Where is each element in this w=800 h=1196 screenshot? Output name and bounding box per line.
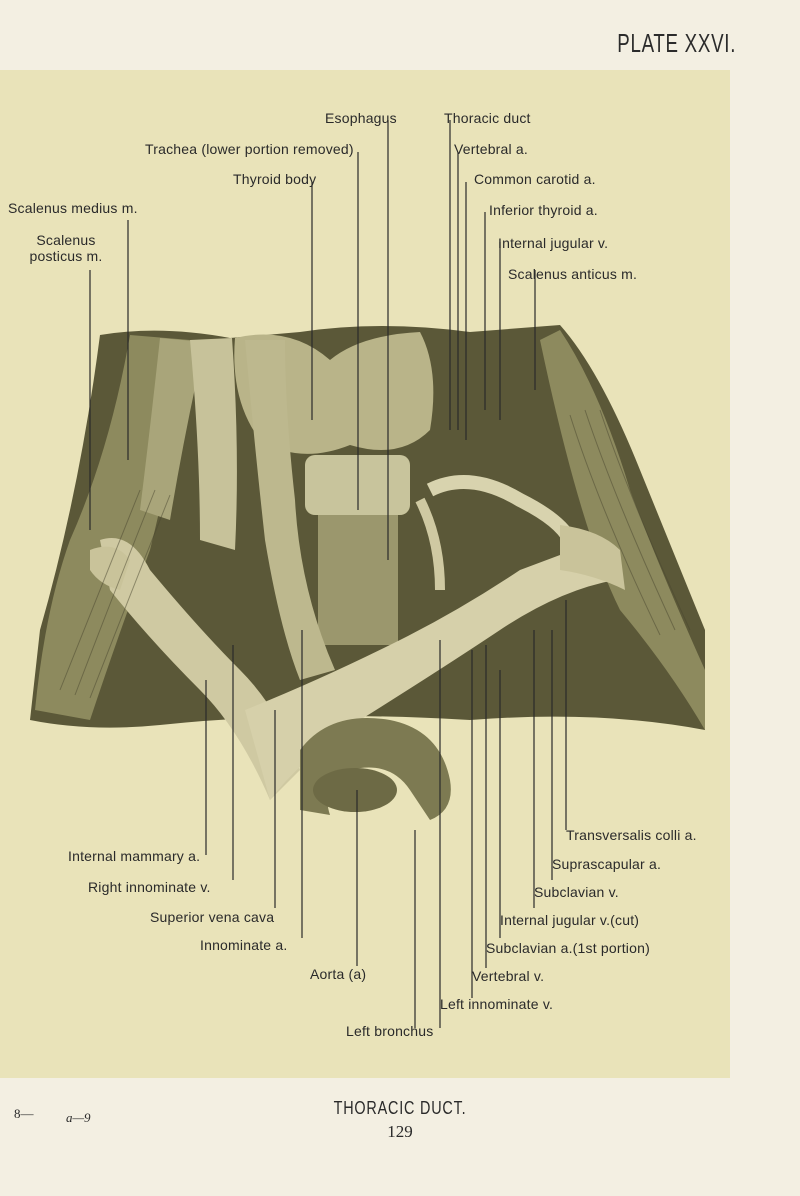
label-innominate-a: Innominate a. (200, 937, 288, 953)
label-subclavian-v: Subclavian v. (534, 884, 619, 900)
signature-mark: a—9 (66, 1110, 91, 1125)
label-superior-vena-cava: Superior vena cava (150, 909, 275, 925)
label-scalenus-anticus: Scalenus anticus m. (508, 266, 638, 282)
label-left-bronchus: Left bronchus (346, 1023, 434, 1039)
label-thyroid-body: Thyroid body (233, 171, 317, 187)
label-esophagus: Esophagus (325, 110, 397, 126)
label-internal-jugular: Internal jugular v. (498, 235, 609, 251)
label-left-innominate: Left innominate v. (440, 996, 554, 1012)
caption-title: THORACIC DUCT. (333, 1098, 467, 1118)
label-right-innominate: Right innominate v. (88, 879, 211, 895)
plate-title: PLATE XXVI. (617, 28, 736, 58)
label-trachea: Trachea (lower portion removed) (145, 141, 354, 157)
label-inferior-thyroid: Inferior thyroid a. (489, 202, 598, 218)
label-vertebral-a: Vertebral a. (454, 141, 528, 157)
margin-mark-left: 8— (14, 1106, 34, 1121)
label-common-carotid: Common carotid a. (474, 171, 596, 187)
label-thoracic-duct: Thoracic duct (444, 110, 531, 126)
label-suprascapular: Suprascapular a. (552, 856, 662, 872)
label-subclavian-a-first: Subclavian a.(1st portion) (486, 940, 650, 956)
label-scalenus-posticus: Scalenus posticus m. (29, 232, 103, 264)
label-internal-jugular-cut: Internal jugular v.(cut) (500, 912, 640, 928)
label-scalenus-medius: Scalenus medius m. (8, 200, 138, 216)
label-internal-mammary: Internal mammary a. (68, 848, 201, 864)
page-number: 129 (387, 1122, 413, 1141)
label-aorta: Aorta (a) (310, 966, 367, 982)
label-vertebral-v: Vertebral v. (472, 968, 545, 984)
label-transversalis-colli: Transversalis colli a. (566, 827, 697, 843)
